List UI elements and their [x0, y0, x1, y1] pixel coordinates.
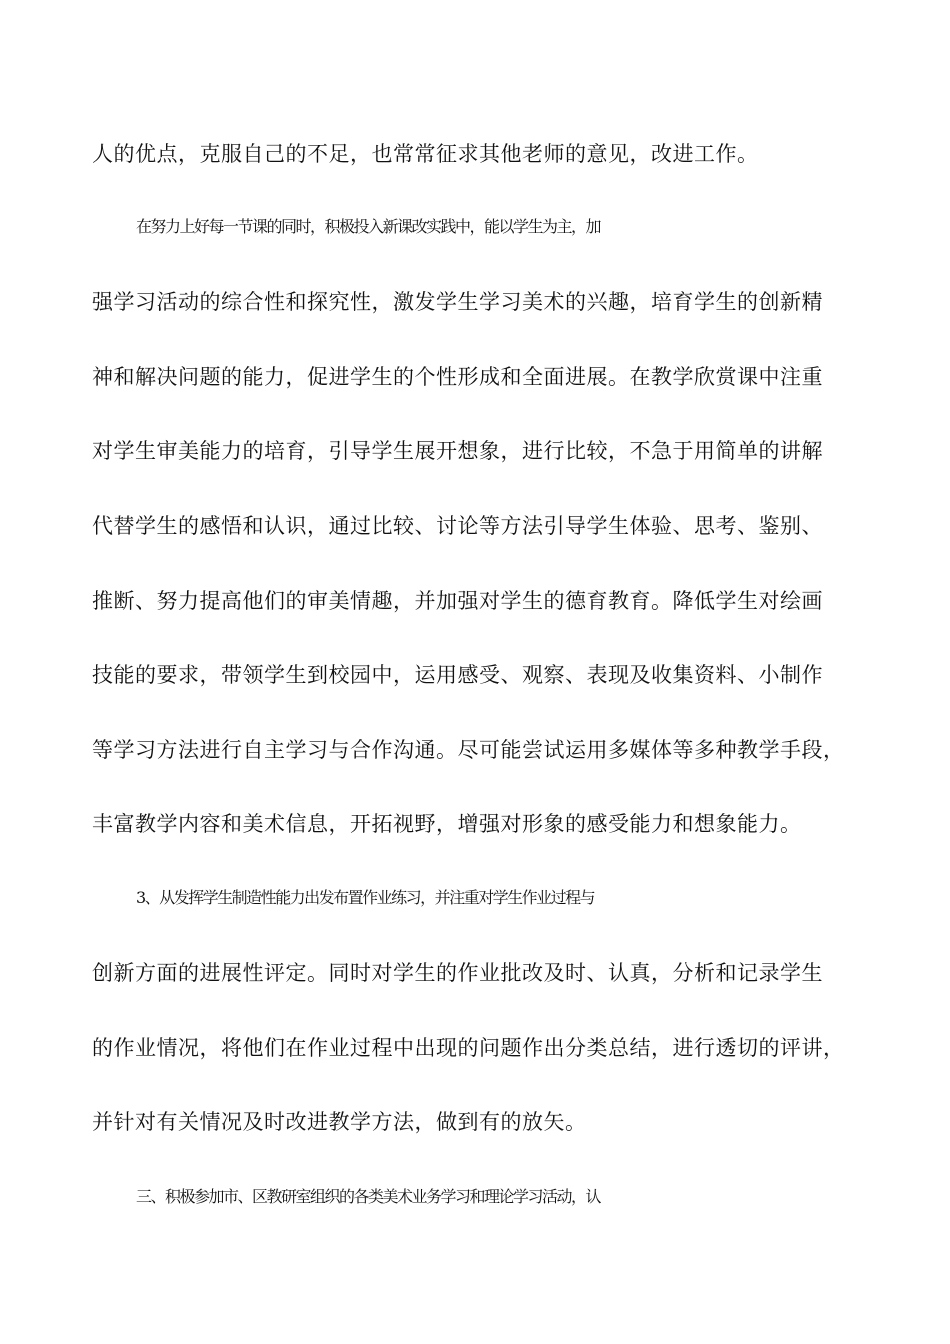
paragraph-first-line: 3、从发挥学生制造性能力出发布置作业练习，并注重对学生作业过程与: [136, 888, 595, 907]
text-line: 等学习方法进行自主学习与合作沟通。尽可能尝试运用多媒体等多种教学手段，: [92, 738, 845, 762]
text-line: 的作业情况，将他们在作业过程中出现的问题作出分类总结，进行透切的评讲，: [92, 1036, 845, 1060]
text-line: 神和解决问题的能力，促进学生的个性形成和全面进展。在教学欣赏课中注重: [92, 365, 823, 389]
text-line: 丰富教学内容和美术信息，开拓视野，增强对形象的感受能力和想象能力。: [92, 812, 802, 836]
text-line: 人的优点，克服自己的不足，也常常征求其他老师的意见，改进工作。: [92, 142, 759, 166]
text-line: 技能的要求，带领学生到校园中，运用感受、观察、表现及收集资料、小制作: [92, 663, 823, 687]
text-line: 代替学生的感悟和认识，通过比较、讨论等方法引导学生体验、思考、鉴别、: [92, 514, 823, 538]
text-line: 对学生审美能力的培育，引导学生展开想象，进行比较，不急于用简单的讲解: [92, 439, 823, 463]
text-line: 强学习活动的综合性和探究性，激发学生学习美术的兴趣，培育学生的创新精: [92, 290, 823, 314]
text-line: 并针对有关情况及时改进教学方法，做到有的放矢。: [92, 1110, 587, 1134]
text-line: 推断、努力提高他们的审美情趣，并加强对学生的德育教育。降低学生对绘画: [92, 589, 823, 613]
paragraph-first-line: 在努力上好每一节课的同时，积极投入新课改实践中，能以学生为主，加: [136, 217, 601, 236]
paragraph-first-line: 三、积极参加市、区教研室组织的各类美术业务学习和理论学习活动，认: [136, 1187, 601, 1206]
text-line: 创新方面的进展性评定。同时对学生的作业批改及时、认真，分析和记录学生: [92, 961, 823, 985]
